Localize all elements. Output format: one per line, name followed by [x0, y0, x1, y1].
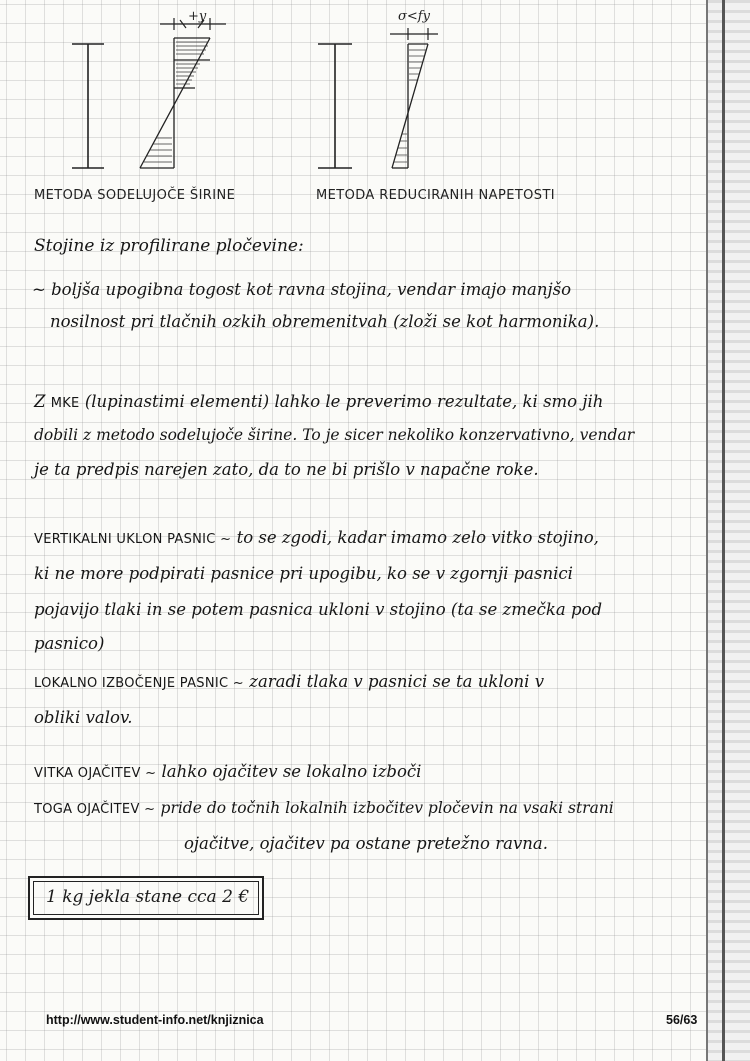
vertical-buckling-term: VERTIKALNI UKLON PASNIC ~ [34, 532, 232, 547]
right-dimension-marks [390, 28, 438, 40]
section2-line2: dobili z metodo sodelujoče širine. To je sicer nekoliko konzervativno, vendar [34, 426, 635, 444]
section3-line6: obliki valov. [34, 708, 133, 727]
section2-line1-rest: (lupinastimi elementi) lahko le preverimo rezultate, ki smo jih [84, 392, 604, 411]
footer-source-link[interactable]: http://www.student-info.net/knjiznica [46, 1013, 264, 1027]
section4-line3: ojačitve, ojačitev pa ostane pretežno ravna. [184, 834, 548, 853]
rigid-stiffener-term: TOGA OJAČITEV ~ [34, 802, 156, 817]
section2-line3: je ta predpis narejen zato, da to ne bi prišlo v napačne roke. [34, 460, 539, 479]
left-i-beam [72, 44, 104, 168]
right-i-beam [318, 44, 352, 168]
left-stress-block [140, 38, 210, 168]
section3-line1 [34, 528, 599, 547]
left-figure-caption: METODA SODELUJOČE ŠIRINE [34, 188, 236, 203]
steel-price-note: 1 kg jekla stane cca 2 € [46, 887, 250, 907]
section1-line2: nosilnost pri tlačnih ozkih obremenitvah (zloži se kot harmonika). [50, 312, 600, 331]
section3-line5 [34, 672, 544, 691]
left-dimension-label: +y [188, 9, 207, 24]
steel-price-note-box [28, 876, 264, 920]
section2-line1 [34, 392, 603, 411]
left-stress-diagram [60, 8, 240, 183]
section4-line2 [34, 798, 614, 817]
section1-heading: Stojine iz profilirane pločevine: [34, 236, 304, 256]
section2-prefix: Z [34, 392, 46, 411]
section3-line1-rest: to se zgodi, kadar imamo zelo vitko stojino, [236, 528, 599, 547]
section3-line3: pojavijo tlaki in se potem pasnica ukloni v stojino (ta se zmečka pod [34, 600, 603, 619]
local-buckling-term: LOKALNO IZBOČENJE PASNIC ~ [34, 676, 245, 691]
slender-stiffener-term: VITKA OJAČITEV ~ [34, 766, 157, 781]
section3-line2: ki ne more podpirati pasnice pri upogibu, ko se v zgornji pasnici [34, 564, 573, 583]
page-number: 56/63 [666, 1013, 698, 1027]
spiral-binding [706, 0, 750, 1061]
section4-line2-rest: pride do točnih lokalnih izbočitev pločevin na vsaki strani [160, 799, 614, 817]
section1-line1: ~ boljša upogibna togost kot ravna stojina, vendar imajo manjšo [32, 280, 572, 299]
section3-line4: pasnico) [34, 634, 105, 653]
section4-line1 [34, 762, 421, 781]
right-stress-block [392, 44, 428, 168]
right-dimension-label: σ<fy [398, 9, 430, 24]
section3-line5-rest: zaradi tlaka v pasnici se ta ukloni v [249, 672, 545, 691]
section4-line1-rest: lahko ojačitev se lokalno izboči [161, 762, 422, 781]
right-stress-diagram [310, 4, 470, 184]
section2-mke: MKE [50, 396, 80, 411]
right-figure-caption: METODA REDUCIRANIH NAPETOSTI [316, 188, 556, 203]
